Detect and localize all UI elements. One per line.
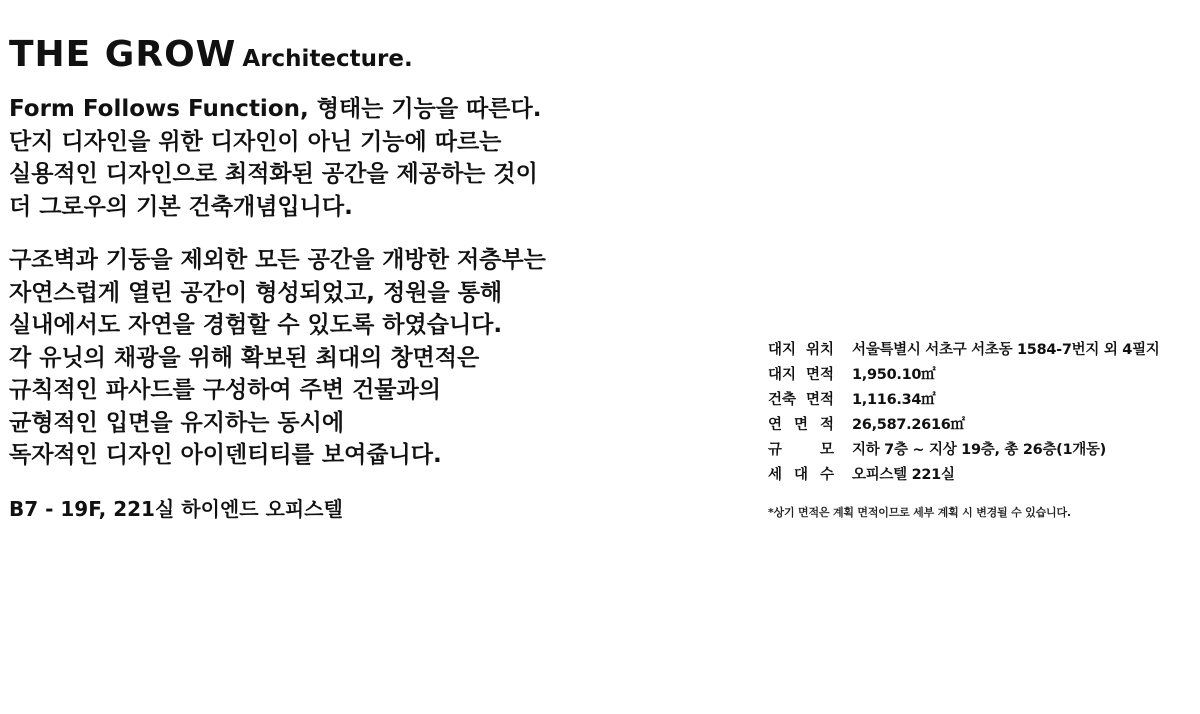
spec-row-scale — [768, 438, 1160, 463]
spec-row-units — [768, 463, 1160, 488]
body-line: 구조벽과 기둥을 제외한 모든 공간을 개방한 저층부는 — [9, 247, 546, 273]
body-paragraph — [9, 244, 546, 472]
spec-row-site-area — [768, 363, 1160, 388]
body-line: 균형적인 입면을 유지하는 동시에 — [9, 409, 345, 436]
spec-label: 대지 위치 — [768, 342, 834, 358]
intro-line: 실용적인 디자인으로 최적화된 공간을 제공하는 것이 — [9, 161, 538, 187]
brand-title — [9, 34, 413, 75]
spec-value: 오피스텔 221실 — [852, 467, 955, 483]
area-disclaimer-note: *상기 면적은 계획 면적이므로 세부 계획 시 변경될 수 있습니다. — [768, 506, 1071, 519]
spec-value: 지하 7층 ~ 지상 19층, 총 26층(1개동) — [852, 442, 1107, 458]
brand-subtitle: Architecture. — [242, 46, 413, 72]
intro-line: 단지 디자인을 위한 디자인이 아닌 기능에 따르는 — [9, 128, 502, 155]
spec-table — [768, 338, 1160, 488]
spec-value: 1,116.34㎡ — [852, 392, 936, 408]
spec-label: 건축 면적 — [768, 392, 834, 408]
body-line: 실내에서도 자연을 경험할 수 있도록 하였습니다. — [9, 312, 503, 338]
spec-label: 대지 면적 — [768, 367, 834, 383]
body-line: 각 유닛의 채광을 위해 확보된 최대의 창면적은 — [9, 344, 480, 371]
intro-line: 더 그로우의 기본 건축개념입니다. — [9, 193, 353, 220]
body-line: 자연스럽게 열린 공간이 형성되었고, 정원을 통해 — [9, 279, 503, 306]
spec-value: 1,950.10㎡ — [852, 367, 936, 383]
body-line: 규칙적인 파사드를 구성하여 주변 건물과의 — [9, 377, 441, 403]
spec-label: 규 모 — [768, 442, 834, 458]
spec-row-building-area — [768, 388, 1160, 413]
building-summary: B7 - 19F, 221실 하이엔드 오피스텔 — [9, 497, 343, 521]
spec-value: 서울특별시 서초구 서초동 1584-7번지 외 4필지 — [852, 342, 1160, 358]
spec-label: 세 대 수 — [768, 467, 834, 483]
intro-paragraph — [9, 93, 541, 223]
spec-row-site-location — [768, 338, 1160, 363]
intro-line: Form Follows Function, 형태는 기능을 따른다. — [9, 96, 542, 122]
spec-label: 연 면 적 — [768, 417, 834, 433]
spec-value: 26,587.2616㎡ — [852, 417, 965, 433]
body-line: 독자적인 디자인 아이덴티티를 보여줍니다. — [9, 442, 442, 468]
spec-row-floor-area — [768, 413, 1160, 438]
brand-name: THE GROW — [9, 34, 237, 75]
